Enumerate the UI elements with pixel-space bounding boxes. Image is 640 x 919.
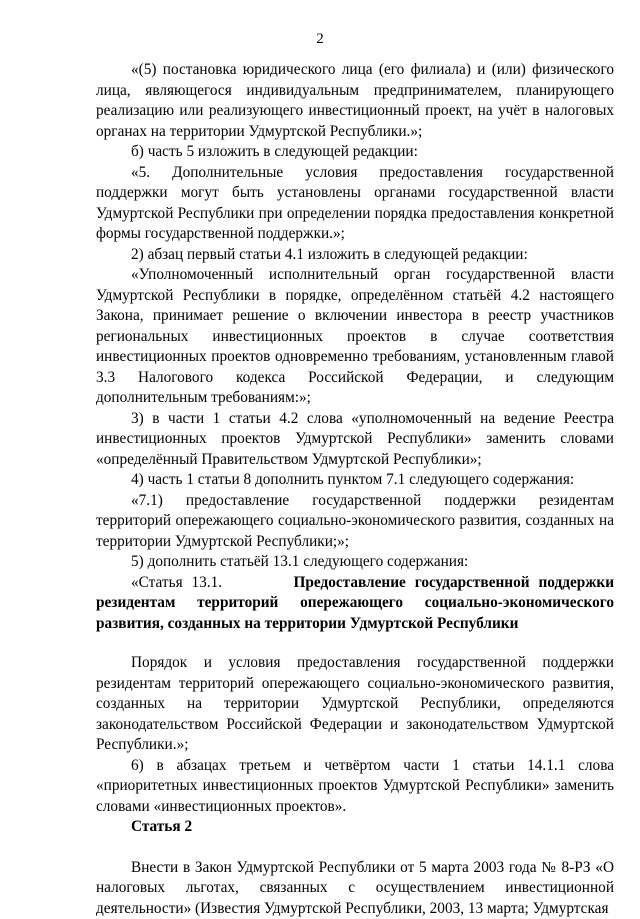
document-body [96, 60, 614, 919]
paragraph-article-4-1-intro: 2) абзац первый статьи 4.1 изложить в следующей редакции: [96, 245, 614, 266]
article-13-1-title: Предоставление государственной поддержки резидентам территорий опережающего социально-экономического развития, созданных на территории Удмуртской Республики [96, 574, 614, 632]
paragraph-article-13-1-text: Порядок и условия предоставления государственной поддержки резидентам территорий опережающего социально-экономического развития, созданных на территории Удмуртской Республики, определяются законодательством Российской Федерации и законодательством Удмуртской Республики.»; [96, 653, 614, 756]
paragraph-article-8-intro: 4) часть 1 статьи 8 дополнить пунктом 7.1 следующего содержания: [96, 470, 614, 491]
article-13-1-heading [96, 573, 614, 635]
paragraph-article-2-text: Внести в Закон Удмуртской Республики от 5 марта 2003 года № 8-РЗ «О налоговых льготах, связанных с осуществлением инвестиционной деятельности» (Известия Удмуртской Республики, 2003, 13 марта; Удмуртская [96, 858, 614, 919]
paragraph-part5-text: «5. Дополнительные условия предоставления государственной поддержки могут быть установлены органами государственной власти Удмуртской Республики при определении порядка предоставления конкретной формы государственной поддержки.»; [96, 163, 614, 245]
paragraph-article-14-1-1-amendment: 6) в абзацах третьем и четвёртом части 1 статьи 14.1.1 слова «приоритетных инвестиционных проектов Удмуртской Республики» заменить словами «инвестиционных проектов». [96, 756, 614, 818]
paragraph-article-4-2-amendment: 3) в части 1 статьи 4.2 слова «уполномоченный на ведение Реестра инвестиционных проектов Удмуртской Республики» заменить словами «определённый Правительством Удмуртской Республики»; [96, 409, 614, 471]
paragraph-article-4-1-text: «Уполномоченный исполнительный орган государственной власти Удмуртской Республики в порядке, определённом статьёй 4.2 настоящего Закона, принимает решение о включении инвестора в реестр участников региональных инвестиционных проектов в случае соответствия инвестиционных проектов одновременно требованиям, установленным главой 3.3 Налогового кодекса Российской Федерации, и следующим дополнительным требованиям:»; [96, 265, 614, 409]
article-2-heading: Статья 2 [96, 817, 614, 838]
page-number: 2 [0, 30, 640, 48]
paragraph-part5-intro: б) часть 5 изложить в следующей редакции: [96, 142, 614, 163]
article-13-1-number: «Статья 13.1. [131, 574, 222, 591]
paragraph-article-13-1-intro: 5) дополнить статьёй 13.1 следующего содержания: [96, 552, 614, 573]
paragraph-item-5-registration: «(5) постановка юридического лица (его филиала) и (или) физического лица, являющегося индивидуальным предпринимателем, планирующего реализацию или реализующего инвестиционный проект, на учёт в налоговых органах на территории Удмуртской Республики.»; [96, 60, 614, 142]
paragraph-item-7-1: «7.1) предоставление государственной поддержки резидентам территорий опережающего социально-экономического развития, созданных на территории Удмуртской Республики;»; [96, 491, 614, 553]
